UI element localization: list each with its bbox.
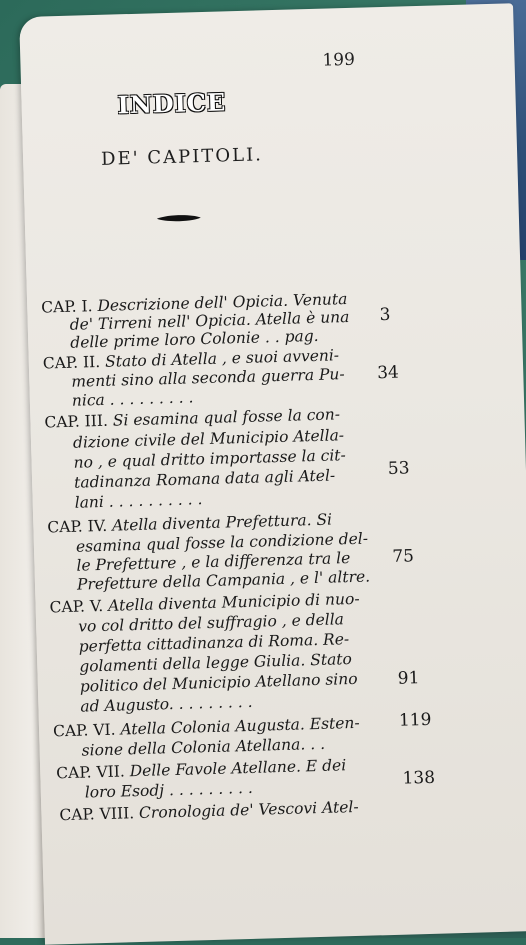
toc-line: menti sino alla seconda guerra Pu- [71,365,345,391]
toc-line: CAP. V. Atella diventa Municipio di nuo- [49,589,360,617]
toc-line: delle prime loro Colonie . . pag. [70,326,319,352]
toc-line: lani . . . . . . . . . . [74,490,203,512]
page-subtitle: DE' CAPITOLI. [100,144,264,170]
page-title: INDICE [117,87,227,120]
toc-line: vo col dritto del suffragio , e della [77,610,345,636]
toc-line: CAP. I. Descrizione dell' Opicia. Venuta [41,290,348,317]
toc-line: loro Esodj . . . . . . . . . [84,778,253,802]
toc-line: golamenti della legge Giulia. Stato [79,650,353,676]
toc-line: tadinanza Romana data agli Atel- [73,466,336,492]
toc-line: nica . . . . . . . . . [71,388,194,410]
toc-line: perfetta cittadinanza di Roma. Re- [78,630,350,656]
toc-line: ad Augusto. . . . . . . . . [80,692,253,716]
toc-line: CAP. VIII. Cronologia de' Vescovi Atel- [59,797,359,825]
toc-page-number: 3 [379,304,391,326]
toc-line: de' Tirreni nell' Opicia. Atella è una [69,307,350,334]
toc-line: CAP. VI. Atella Colonia Augusta. Esten- [52,713,360,741]
toc-page-number: 53 [387,458,410,479]
toc-line: Prefetture della Campania , e l' altre. [76,567,371,594]
toc-line: CAP. VII. Delle Favole Atellane. E dei [56,756,347,783]
toc-page-number: 34 [376,362,400,384]
toc-page-number: 138 [402,767,436,789]
toc-line: esamina qual fosse la condizione del- [75,529,369,556]
book-page [19,3,526,944]
page-number: 199 [322,49,356,71]
toc-page-number: 119 [398,709,432,731]
toc-line: CAP. II. Stato di Atella , e suoi avveni- [42,346,340,373]
toc-line: le Prefetture , e la differenza tra le [76,549,351,575]
toc-line: politico del Municipio Atellano sino [79,669,358,696]
toc-page-number: 91 [397,668,420,689]
toc-line: CAP. III. Si esamina qual fosse la con- [44,405,341,432]
toc-line: dizione civile del Municipio Atella- [72,426,345,452]
toc-line: no , e qual dritto importasse la cit- [73,446,347,472]
toc-line: CAP. IV. Atella diventa Prefettura. Si [47,510,333,537]
toc-page-number: 75 [392,546,415,567]
toc-line: sione della Colonia Atellana. . . [81,734,326,760]
table-of-contents [19,3,526,944]
